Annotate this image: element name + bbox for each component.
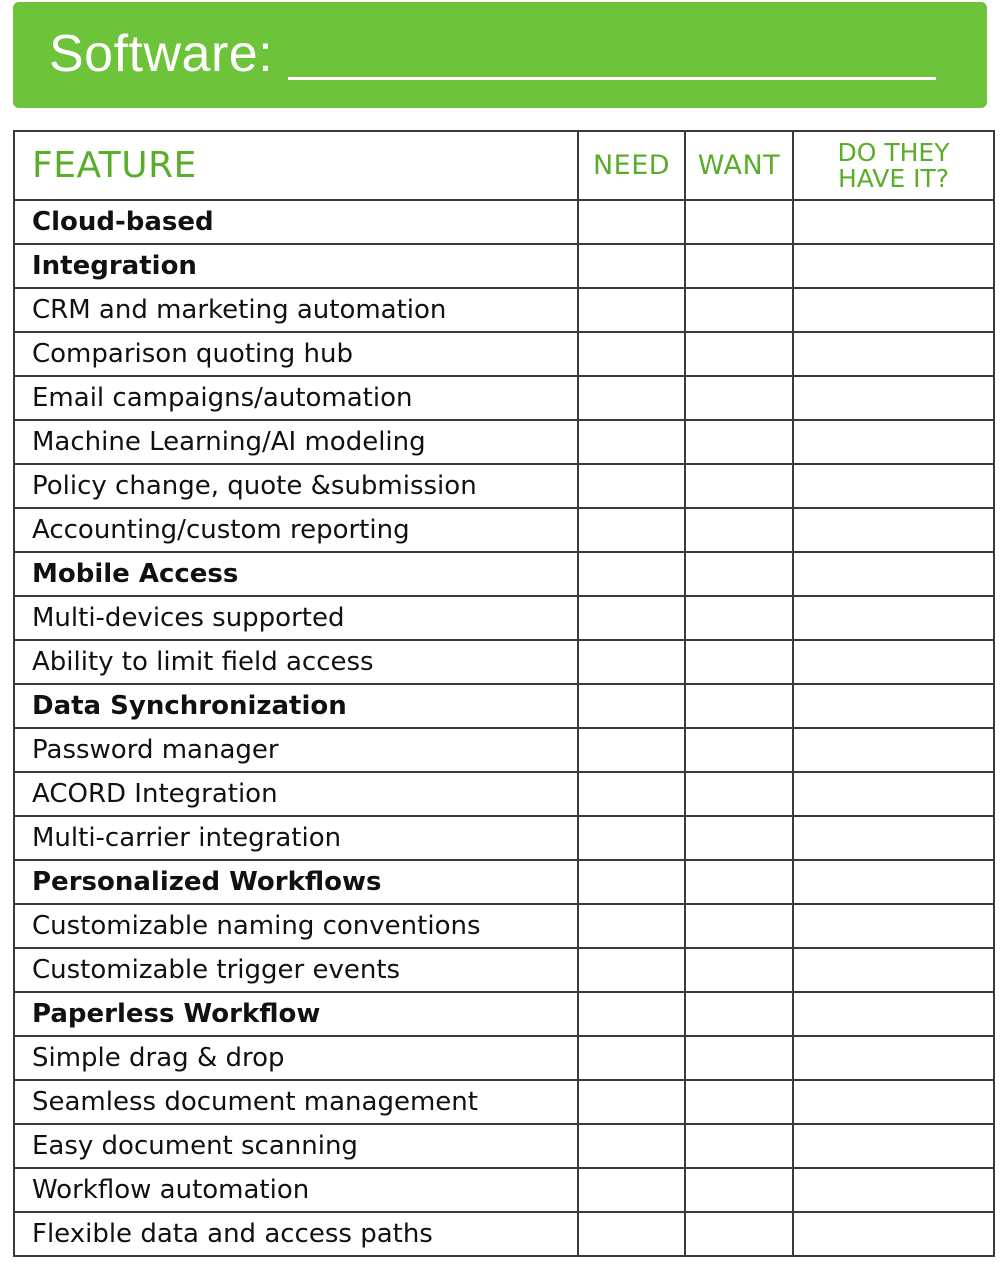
want-checkbox-cell[interactable] (685, 420, 793, 464)
software-label: Software: (49, 25, 274, 83)
need-checkbox-cell[interactable] (578, 244, 685, 288)
need-checkbox-cell[interactable] (578, 772, 685, 816)
have-checkbox-cell[interactable] (793, 596, 994, 640)
have-checkbox-cell[interactable] (793, 948, 994, 992)
feature-label: ACORD Integration (14, 772, 578, 816)
need-checkbox-cell[interactable] (578, 288, 685, 332)
have-checkbox-cell[interactable] (793, 464, 994, 508)
want-checkbox-cell[interactable] (685, 244, 793, 288)
feature-label: Customizable trigger events (14, 948, 578, 992)
need-checkbox-cell[interactable] (578, 860, 685, 904)
have-checkbox-cell[interactable] (793, 508, 994, 552)
feature-label: Multi-devices supported (14, 596, 578, 640)
category-row (14, 992, 994, 1036)
table-row (14, 420, 994, 464)
table-row (14, 1168, 994, 1212)
want-checkbox-cell[interactable] (685, 860, 793, 904)
need-checkbox-cell[interactable] (578, 596, 685, 640)
table-row (14, 376, 994, 420)
have-checkbox-cell[interactable] (793, 640, 994, 684)
need-checkbox-cell[interactable] (578, 376, 685, 420)
feature-label: Multi-carrier integration (14, 816, 578, 860)
want-checkbox-cell[interactable] (685, 508, 793, 552)
category-row (14, 684, 994, 728)
category-row (14, 552, 994, 596)
category-label: Paperless Workflow (14, 992, 578, 1036)
need-checkbox-cell[interactable] (578, 420, 685, 464)
want-checkbox-cell[interactable] (685, 684, 793, 728)
need-checkbox-cell[interactable] (578, 904, 685, 948)
category-label: Mobile Access (14, 552, 578, 596)
table-row (14, 1124, 994, 1168)
have-checkbox-cell[interactable] (793, 816, 994, 860)
want-checkbox-cell[interactable] (685, 1036, 793, 1080)
table-row (14, 464, 994, 508)
table-row (14, 332, 994, 376)
want-checkbox-cell[interactable] (685, 640, 793, 684)
column-header-need: NEED (578, 131, 685, 200)
feature-label: Flexible data and access paths (14, 1212, 578, 1256)
want-checkbox-cell[interactable] (685, 552, 793, 596)
need-checkbox-cell[interactable] (578, 1080, 685, 1124)
software-name-blank-line[interactable] (288, 77, 936, 80)
need-checkbox-cell[interactable] (578, 200, 685, 244)
column-header-have-it: DO THEY HAVE IT? (793, 131, 994, 200)
want-checkbox-cell[interactable] (685, 332, 793, 376)
have-checkbox-cell[interactable] (793, 288, 994, 332)
table-row (14, 728, 994, 772)
feature-label: Simple drag & drop (14, 1036, 578, 1080)
table-row (14, 904, 994, 948)
feature-label: Comparison quoting hub (14, 332, 578, 376)
need-checkbox-cell[interactable] (578, 332, 685, 376)
feature-label: CRM and marketing automation (14, 288, 578, 332)
feature-label: Email campaigns/automation (14, 376, 578, 420)
need-checkbox-cell[interactable] (578, 1036, 685, 1080)
category-label: Personalized Workflows (14, 860, 578, 904)
want-checkbox-cell[interactable] (685, 200, 793, 244)
want-checkbox-cell[interactable] (685, 728, 793, 772)
want-checkbox-cell[interactable] (685, 992, 793, 1036)
want-checkbox-cell[interactable] (685, 464, 793, 508)
feature-label: Easy document scanning (14, 1124, 578, 1168)
have-checkbox-cell[interactable] (793, 1168, 994, 1212)
feature-label: Machine Learning/AI modeling (14, 420, 578, 464)
have-checkbox-cell[interactable] (793, 200, 994, 244)
table-row (14, 1036, 994, 1080)
want-checkbox-cell[interactable] (685, 288, 793, 332)
need-checkbox-cell[interactable] (578, 640, 685, 684)
feature-label: Workflow automation (14, 1168, 578, 1212)
have-checkbox-cell[interactable] (793, 1124, 994, 1168)
category-label: Integration (14, 244, 578, 288)
need-checkbox-cell[interactable] (578, 508, 685, 552)
feature-label: Password manager (14, 728, 578, 772)
feature-label: Accounting/custom reporting (14, 508, 578, 552)
need-checkbox-cell[interactable] (578, 464, 685, 508)
have-checkbox-cell[interactable] (793, 772, 994, 816)
need-checkbox-cell[interactable] (578, 948, 685, 992)
category-row (14, 200, 994, 244)
have-checkbox-cell[interactable] (793, 728, 994, 772)
table-row (14, 1080, 994, 1124)
table-row (14, 508, 994, 552)
need-checkbox-cell[interactable] (578, 684, 685, 728)
want-checkbox-cell[interactable] (685, 904, 793, 948)
table-row (14, 948, 994, 992)
have-checkbox-cell[interactable] (793, 992, 994, 1036)
feature-checklist-table (13, 130, 995, 1257)
feature-label: Policy change, quote &submission (14, 464, 578, 508)
have-checkbox-cell[interactable] (793, 904, 994, 948)
table-row (14, 596, 994, 640)
need-checkbox-cell[interactable] (578, 728, 685, 772)
want-checkbox-cell[interactable] (685, 1080, 793, 1124)
feature-label: Seamless document management (14, 1080, 578, 1124)
need-checkbox-cell[interactable] (578, 1168, 685, 1212)
have-checkbox-cell[interactable] (793, 376, 994, 420)
column-header-feature: FEATURE (14, 131, 578, 200)
want-checkbox-cell[interactable] (685, 948, 793, 992)
table-header-row (14, 131, 994, 200)
have-checkbox-cell[interactable] (793, 332, 994, 376)
want-checkbox-cell[interactable] (685, 772, 793, 816)
software-header (13, 2, 987, 108)
need-checkbox-cell[interactable] (578, 816, 685, 860)
column-header-want: WANT (685, 131, 793, 200)
have-checkbox-cell[interactable] (793, 684, 994, 728)
category-row (14, 860, 994, 904)
want-checkbox-cell[interactable] (685, 1212, 793, 1256)
need-checkbox-cell[interactable] (578, 1212, 685, 1256)
feature-label: Customizable naming conventions (14, 904, 578, 948)
have-checkbox-cell[interactable] (793, 552, 994, 596)
need-checkbox-cell[interactable] (578, 552, 685, 596)
table-row (14, 640, 994, 684)
table-row (14, 288, 994, 332)
have-checkbox-cell[interactable] (793, 1212, 994, 1256)
have-checkbox-cell[interactable] (793, 244, 994, 288)
have-checkbox-cell[interactable] (793, 1080, 994, 1124)
want-checkbox-cell[interactable] (685, 596, 793, 640)
want-checkbox-cell[interactable] (685, 1168, 793, 1212)
category-row (14, 244, 994, 288)
want-checkbox-cell[interactable] (685, 816, 793, 860)
need-checkbox-cell[interactable] (578, 1124, 685, 1168)
have-checkbox-cell[interactable] (793, 420, 994, 464)
have-checkbox-cell[interactable] (793, 860, 994, 904)
want-checkbox-cell[interactable] (685, 376, 793, 420)
need-checkbox-cell[interactable] (578, 992, 685, 1036)
table-row (14, 816, 994, 860)
table-row (14, 1212, 994, 1256)
table-row (14, 772, 994, 816)
category-label: Data Synchronization (14, 684, 578, 728)
category-label: Cloud-based (14, 200, 578, 244)
have-checkbox-cell[interactable] (793, 1036, 994, 1080)
want-checkbox-cell[interactable] (685, 1124, 793, 1168)
feature-label: Ability to limit field access (14, 640, 578, 684)
